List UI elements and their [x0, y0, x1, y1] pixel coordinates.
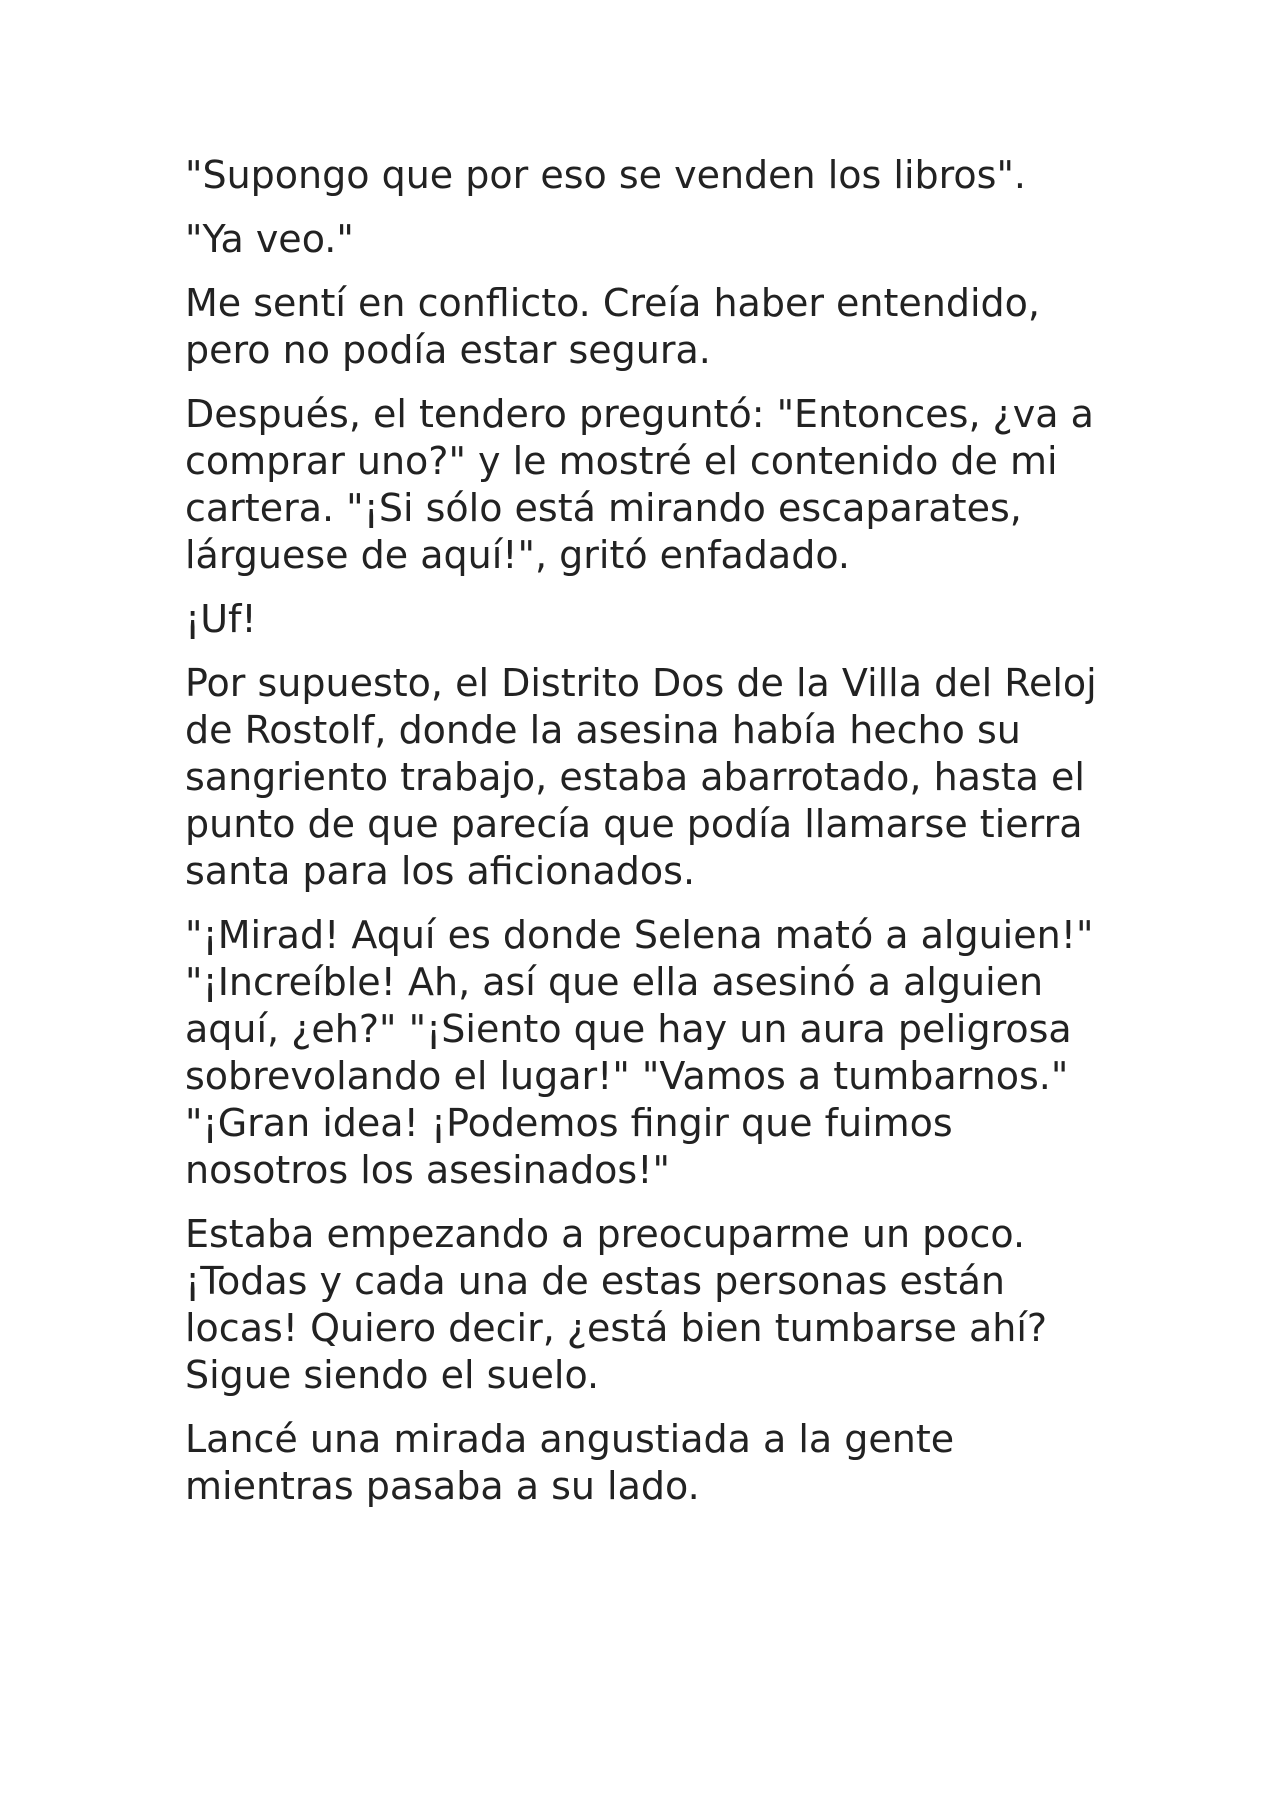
paragraph: ¡Uf!: [185, 597, 257, 641]
paragraph: "¡Mirad! Aquí es donde Selena mató a alguien!" "¡Increíble! Ah, así que ella asesinó a alguien aquí, ¿eh?" "¡Siento que hay un aura peligrosa sobrevolando el lugar!" "Vamos a tumbarnos." "¡Gran idea! ¡Podemos fingir que fuimos nosotros los asesinados!": [185, 913, 1094, 1192]
paragraph: Después, el tendero preguntó: "Entonces, ¿va a comprar uno?" y le mostré el contenido de mi cartera. "¡Si sólo está mirando escaparates, lárguese de aquí!", gritó enfadado.: [185, 392, 1094, 577]
paragraph: Estaba empezando a preocuparme un poco. ¡Todas y cada una de estas personas están locas! Quiero decir, ¿está bien tumbarse ahí? Sigue siendo el suelo.: [185, 1212, 1048, 1397]
paragraph: "Supongo que por eso se venden los libros".: [185, 153, 1027, 197]
paragraph: "Ya veo.": [185, 217, 354, 261]
paragraph: Me sentí en conflicto. Creía haber entendido, pero no podía estar segura.: [185, 281, 1040, 372]
text-column: [185, 152, 1125, 1527]
paragraph: Lancé una mirada angustiada a la gente mientras pasaba a su lado.: [185, 1417, 955, 1508]
paragraph: Por supuesto, el Distrito Dos de la Villa del Reloj de Rostolf, donde la asesina había hecho su sangriento trabajo, estaba abarrotado, hasta el punto de que parecía que podía llamarse tierra santa para los aficionados.: [185, 661, 1097, 893]
